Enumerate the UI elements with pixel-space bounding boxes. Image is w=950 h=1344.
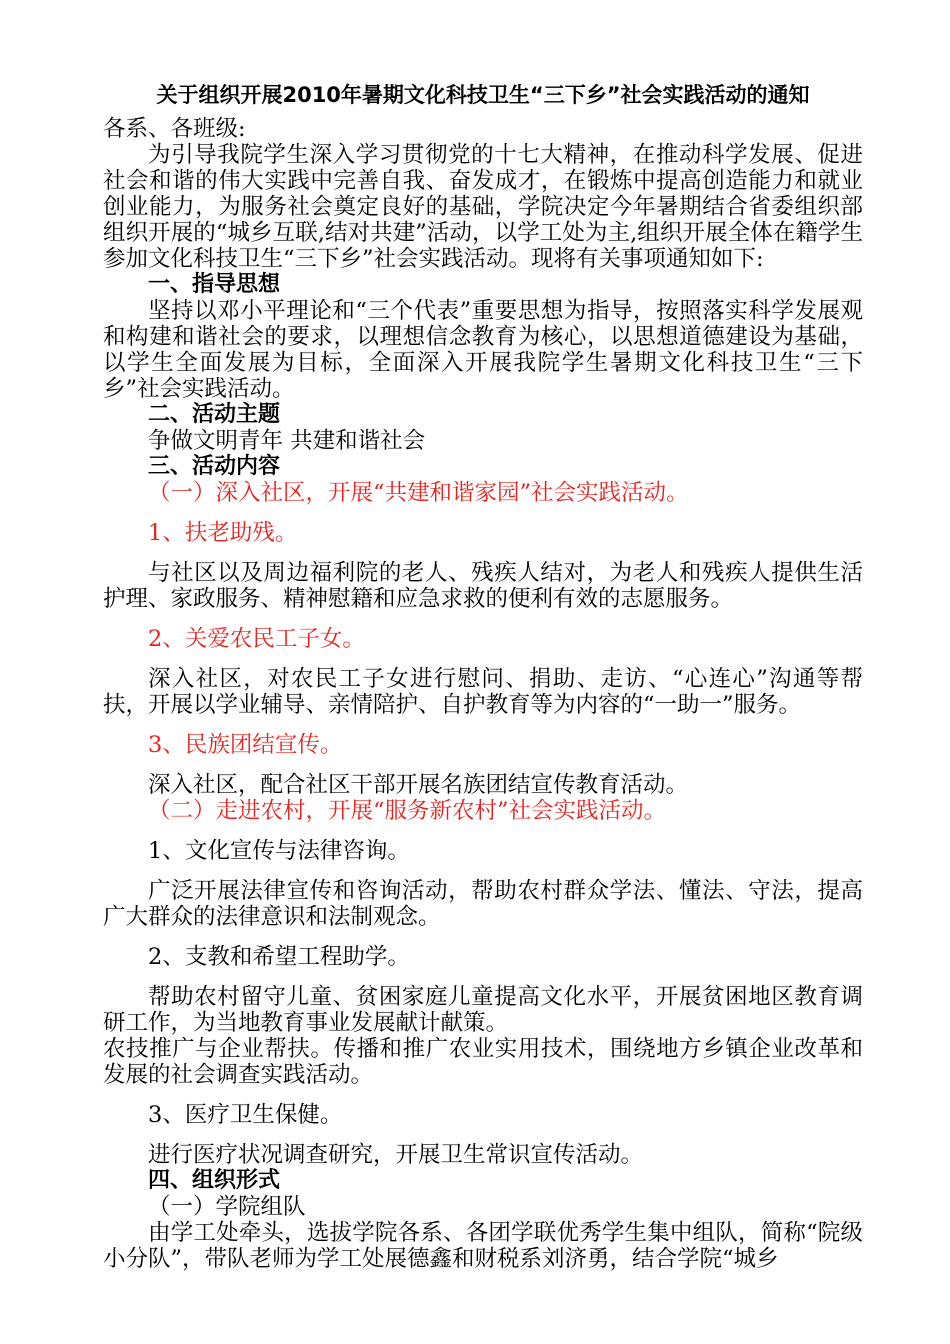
section3-part1-item1-title: 1、扶老助残。 (148, 520, 298, 546)
salutation: 各系、各班级: (103, 116, 246, 142)
section3-part1-item2-body: 深入社区，对农民工子女进行慰问、捐助、走访、“心连心”沟通等帮扶，开展以学业辅导、亲情陪护、自护教育等为内容的“一助一”服务。 (103, 666, 863, 718)
section2-body: 争做文明青年 共建和谐社会 (148, 428, 426, 454)
section3-part2-item1-body: 广泛开展法律宣传和咨询活动，帮助农村群众学法、懂法、守法，提高广大群众的法律意识和法制观念。 (103, 878, 863, 930)
section3-part1-heading: （一）深入社区，开展“共建和谐家园”社会实践活动。 (148, 480, 689, 506)
section4-part1-body: 由学工处牵头，选拔学院各系、各团学联优秀学生集中组队，简称“院级小分队”，带队老师为学工处展德鑫和财税系刘济勇，结合学院“城乡 (103, 1220, 863, 1272)
section4-heading: 四、组织形式 (148, 1168, 281, 1193)
intro-paragraph: 为引导我院学生深入学习贯彻党的十七大精神，在推动科学发展、促进社会和谐的伟大实践中完善自我、奋发成才，在锻炼中提高创造能力和就业创业能力，为服务社会奠定良好的基础，学院决定今年暑期结合省委组织部组织开展的“城乡互联,结对共建”活动，以学工处为主,组织开展全体在籍学生参加文化科技卫生“三下乡”社会实践活动。现将有关事项通知如下: (103, 142, 863, 272)
section3-part2-item2-body: 帮助农村留守儿童、贫困家庭儿童提高文化水平，开展贫困地区教育调研工作，为当地教育事业发展献计献策。 (103, 984, 863, 1036)
document-page (103, 80, 863, 1272)
section3-part2-item2-title: 2、支教和希望工程助学。 (148, 944, 410, 970)
section4-part1-heading: （一）学院组队 (148, 1194, 306, 1220)
section3-part2-item3-title: 3、医疗卫生保健。 (148, 1102, 343, 1128)
section3-part1-item2-title: 2、关爱农民工子女。 (148, 626, 365, 652)
document-title: 关于组织开展2010年暑期文化科技卫生“三下乡”社会实践活动的通知 (156, 83, 810, 107)
section3-part2-item1-title: 1、文化宣传与法律咨询。 (148, 838, 410, 864)
section3-part2-heading: （二）走进农村，开展“服务新农村”社会实践活动。 (148, 798, 667, 824)
section3-heading: 三、活动内容 (148, 454, 281, 479)
section3-part2-item2-extra: 农技推广与企业帮扶。传播和推广农业实用技术，围绕地方乡镇企业改革和发展的社会调查实践活动。 (103, 1036, 863, 1088)
section2-heading: 二、活动主题 (148, 402, 281, 427)
section3-part1-item1-body: 与社区以及周边福利院的老人、残疾人结对，为老人和残疾人提供生活护理、家政服务、精神慰籍和应急求救的便利有效的志愿服务。 (103, 560, 863, 612)
section1-heading: 一、指导思想 (148, 272, 281, 297)
section1-body: 坚持以邓小平理论和“三个代表”重要思想为指导，按照落实科学发展观和构建和谐社会的要求，以理想信念教育为核心，以思想道德建设为基础，以学生全面发展为目标，全面深入开展我院学生暑期文化科技卫生“三下乡”社会实践活动。 (103, 298, 863, 402)
section3-part2-item3-body: 进行医疗状况调查研究，开展卫生常识宣传活动。 (148, 1142, 644, 1168)
section3-part1-item3-body: 深入社区，配合社区干部开展名族团结宣传教育活动。 (148, 772, 689, 798)
section3-part1-item3-title: 3、民族团结宣传。 (148, 732, 343, 758)
